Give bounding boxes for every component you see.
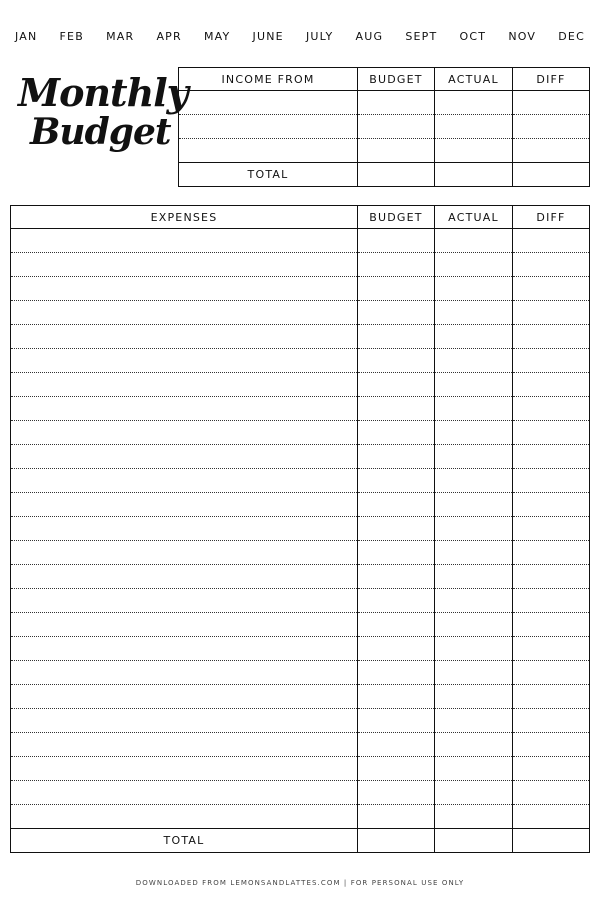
expense-source-cell[interactable] xyxy=(11,349,358,373)
income-diff-header: DIFF xyxy=(513,68,590,91)
expense-source-cell[interactable] xyxy=(11,781,358,805)
expense-diff-cell[interactable] xyxy=(513,805,590,829)
expenses-table xyxy=(10,205,590,853)
income-actual-cell[interactable] xyxy=(435,139,513,163)
income-actual-cell[interactable] xyxy=(435,91,513,115)
expense-row xyxy=(11,781,590,805)
expense-row xyxy=(11,229,590,253)
expense-source-cell[interactable] xyxy=(11,397,358,421)
expense-actual-cell[interactable] xyxy=(435,565,513,589)
expense-source-cell[interactable] xyxy=(11,493,358,517)
income-source-cell[interactable] xyxy=(179,91,358,115)
expense-budget-cell[interactable] xyxy=(358,517,435,541)
expense-row xyxy=(11,805,590,829)
expense-source-cell[interactable] xyxy=(11,517,358,541)
expense-source-cell[interactable] xyxy=(11,445,358,469)
expense-diff-cell[interactable] xyxy=(513,541,590,565)
expense-budget-cell[interactable] xyxy=(358,253,435,277)
expense-diff-cell[interactable] xyxy=(513,709,590,733)
income-budget-header: BUDGET xyxy=(358,68,435,91)
expense-row xyxy=(11,253,590,277)
expense-budget-cell[interactable] xyxy=(358,637,435,661)
footer-note: DOWNLOADED FROM LEMONSANDLATTES.COM | FOR PERSONAL USE ONLY xyxy=(135,879,465,887)
expenses-total-diff-cell[interactable] xyxy=(513,829,590,853)
expense-row xyxy=(11,493,590,517)
expense-source-cell[interactable] xyxy=(11,565,358,589)
expense-row xyxy=(11,469,590,493)
month-aug[interactable]: AUG xyxy=(355,30,384,43)
expense-actual-cell[interactable] xyxy=(435,325,513,349)
expense-row xyxy=(11,421,590,445)
expenses-budget-header: BUDGET xyxy=(358,206,435,229)
expense-budget-cell[interactable] xyxy=(358,373,435,397)
expense-source-cell[interactable] xyxy=(11,541,358,565)
income-total-budget-cell[interactable] xyxy=(358,163,435,187)
expense-actual-cell[interactable] xyxy=(435,805,513,829)
expense-actual-cell[interactable] xyxy=(435,493,513,517)
month-dec[interactable]: DEC xyxy=(558,30,585,43)
expense-row xyxy=(11,397,590,421)
expenses-total-actual-cell[interactable] xyxy=(435,829,513,853)
expense-diff-cell[interactable] xyxy=(513,421,590,445)
expense-diff-cell[interactable] xyxy=(513,565,590,589)
expense-diff-cell[interactable] xyxy=(513,301,590,325)
expense-diff-cell[interactable] xyxy=(513,469,590,493)
income-total-diff-cell[interactable] xyxy=(513,163,590,187)
expenses-total-budget-cell[interactable] xyxy=(358,829,435,853)
expense-actual-cell[interactable] xyxy=(435,637,513,661)
expense-source-cell[interactable] xyxy=(11,421,358,445)
expenses-diff-header: DIFF xyxy=(513,206,590,229)
expense-source-cell[interactable] xyxy=(11,613,358,637)
expense-budget-cell[interactable] xyxy=(358,733,435,757)
expense-diff-cell[interactable] xyxy=(513,517,590,541)
expense-actual-cell[interactable] xyxy=(435,421,513,445)
income-from-header: INCOME FROM xyxy=(179,68,358,91)
expense-actual-cell[interactable] xyxy=(435,349,513,373)
income-diff-cell[interactable] xyxy=(513,115,590,139)
expense-actual-cell[interactable] xyxy=(435,301,513,325)
expense-budget-cell[interactable] xyxy=(358,445,435,469)
expense-source-cell[interactable] xyxy=(11,325,358,349)
expense-row xyxy=(11,373,590,397)
expense-source-cell[interactable] xyxy=(11,301,358,325)
month-mar[interactable]: MAR xyxy=(106,30,135,43)
expense-source-cell[interactable] xyxy=(11,469,358,493)
income-actual-cell[interactable] xyxy=(435,115,513,139)
expense-budget-cell[interactable] xyxy=(358,613,435,637)
expense-source-cell[interactable] xyxy=(11,733,358,757)
month-may[interactable]: MAY xyxy=(203,30,231,43)
income-diff-cell[interactable] xyxy=(513,139,590,163)
expense-budget-cell[interactable] xyxy=(358,229,435,253)
expense-source-cell[interactable] xyxy=(11,685,358,709)
expense-actual-cell[interactable] xyxy=(435,397,513,421)
month-nov[interactable]: NOV xyxy=(508,30,537,43)
income-budget-cell[interactable] xyxy=(358,139,435,163)
expense-budget-cell[interactable] xyxy=(358,421,435,445)
expense-diff-cell[interactable] xyxy=(513,253,590,277)
expense-source-cell[interactable] xyxy=(11,757,358,781)
expense-row xyxy=(11,637,590,661)
expenses-header: EXPENSES xyxy=(11,206,358,229)
expense-row xyxy=(11,733,590,757)
expense-actual-cell[interactable] xyxy=(435,517,513,541)
title-line-1: Monthly xyxy=(18,70,188,115)
expense-diff-cell[interactable] xyxy=(513,277,590,301)
expense-budget-cell[interactable] xyxy=(358,397,435,421)
expense-diff-cell[interactable] xyxy=(513,373,590,397)
income-source-cell[interactable] xyxy=(179,115,358,139)
expense-source-cell[interactable] xyxy=(11,277,358,301)
income-row xyxy=(179,139,590,163)
expense-row xyxy=(11,589,590,613)
income-source-cell[interactable] xyxy=(179,139,358,163)
expense-actual-cell[interactable] xyxy=(435,613,513,637)
expense-diff-cell[interactable] xyxy=(513,613,590,637)
expense-budget-cell[interactable] xyxy=(358,493,435,517)
expense-actual-cell[interactable] xyxy=(435,277,513,301)
expense-diff-cell[interactable] xyxy=(513,397,590,421)
expense-actual-cell[interactable] xyxy=(435,589,513,613)
expense-row xyxy=(11,613,590,637)
expense-budget-cell[interactable] xyxy=(358,325,435,349)
expense-actual-cell[interactable] xyxy=(435,733,513,757)
expense-actual-cell[interactable] xyxy=(435,709,513,733)
expenses-actual-header: ACTUAL xyxy=(435,206,513,229)
expense-source-cell[interactable] xyxy=(11,589,358,613)
expense-diff-cell[interactable] xyxy=(513,757,590,781)
expense-diff-cell[interactable] xyxy=(513,589,590,613)
expense-row xyxy=(11,517,590,541)
expense-diff-cell[interactable] xyxy=(513,349,590,373)
expense-budget-cell[interactable] xyxy=(358,469,435,493)
expense-budget-cell[interactable] xyxy=(358,541,435,565)
income-table xyxy=(178,67,590,187)
expense-actual-cell[interactable] xyxy=(435,757,513,781)
income-diff-cell[interactable] xyxy=(513,91,590,115)
expense-budget-cell[interactable] xyxy=(358,661,435,685)
expense-diff-cell[interactable] xyxy=(513,781,590,805)
expense-actual-cell[interactable] xyxy=(435,373,513,397)
expense-source-cell[interactable] xyxy=(11,709,358,733)
expense-diff-cell[interactable] xyxy=(513,229,590,253)
income-budget-cell[interactable] xyxy=(358,115,435,139)
expense-row xyxy=(11,325,590,349)
expense-diff-cell[interactable] xyxy=(513,325,590,349)
expense-budget-cell[interactable] xyxy=(358,589,435,613)
expense-budget-cell[interactable] xyxy=(358,781,435,805)
expense-source-cell[interactable] xyxy=(11,229,358,253)
expense-budget-cell[interactable] xyxy=(358,277,435,301)
expense-diff-cell[interactable] xyxy=(513,733,590,757)
income-row xyxy=(179,91,590,115)
income-budget-cell[interactable] xyxy=(358,91,435,115)
expense-budget-cell[interactable] xyxy=(358,805,435,829)
income-total-actual-cell[interactable] xyxy=(435,163,513,187)
expense-budget-cell[interactable] xyxy=(358,301,435,325)
expense-budget-cell[interactable] xyxy=(358,709,435,733)
title-line-2: Budget xyxy=(30,111,171,153)
page-title xyxy=(18,70,188,153)
month-june[interactable]: JUNE xyxy=(252,30,284,43)
expense-row xyxy=(11,445,590,469)
month-oct[interactable]: OCT xyxy=(459,30,487,43)
expense-source-cell[interactable] xyxy=(11,805,358,829)
month-apr[interactable]: APR xyxy=(156,30,182,43)
expense-actual-cell[interactable] xyxy=(435,229,513,253)
income-actual-header: ACTUAL xyxy=(435,68,513,91)
expense-budget-cell[interactable] xyxy=(358,757,435,781)
expense-source-cell[interactable] xyxy=(11,637,358,661)
expense-row xyxy=(11,349,590,373)
expense-source-cell[interactable] xyxy=(11,661,358,685)
month-sept[interactable]: SEPT xyxy=(405,30,438,43)
expense-row xyxy=(11,757,590,781)
month-jan[interactable]: JAN xyxy=(15,30,38,43)
expense-budget-cell[interactable] xyxy=(358,685,435,709)
expense-source-cell[interactable] xyxy=(11,373,358,397)
expenses-total-label: TOTAL xyxy=(11,829,358,853)
expense-row xyxy=(11,685,590,709)
expense-row xyxy=(11,277,590,301)
expense-row xyxy=(11,565,590,589)
expense-budget-cell[interactable] xyxy=(358,349,435,373)
expense-diff-cell[interactable] xyxy=(513,685,590,709)
expense-diff-cell[interactable] xyxy=(513,661,590,685)
income-row xyxy=(179,115,590,139)
expense-actual-cell[interactable] xyxy=(435,685,513,709)
expense-row xyxy=(11,709,590,733)
expense-actual-cell[interactable] xyxy=(435,445,513,469)
month-july[interactable]: JULY xyxy=(305,30,334,43)
expense-actual-cell[interactable] xyxy=(435,253,513,277)
expense-source-cell[interactable] xyxy=(11,253,358,277)
expense-diff-cell[interactable] xyxy=(513,637,590,661)
month-selector xyxy=(15,30,585,43)
expense-diff-cell[interactable] xyxy=(513,445,590,469)
income-total-label: TOTAL xyxy=(179,163,358,187)
month-feb[interactable]: FEB xyxy=(59,30,84,43)
expense-budget-cell[interactable] xyxy=(358,565,435,589)
expense-row xyxy=(11,301,590,325)
expense-actual-cell[interactable] xyxy=(435,469,513,493)
expense-actual-cell[interactable] xyxy=(435,661,513,685)
expense-actual-cell[interactable] xyxy=(435,541,513,565)
expense-row xyxy=(11,661,590,685)
expense-actual-cell[interactable] xyxy=(435,781,513,805)
expense-diff-cell[interactable] xyxy=(513,493,590,517)
expense-row xyxy=(11,541,590,565)
